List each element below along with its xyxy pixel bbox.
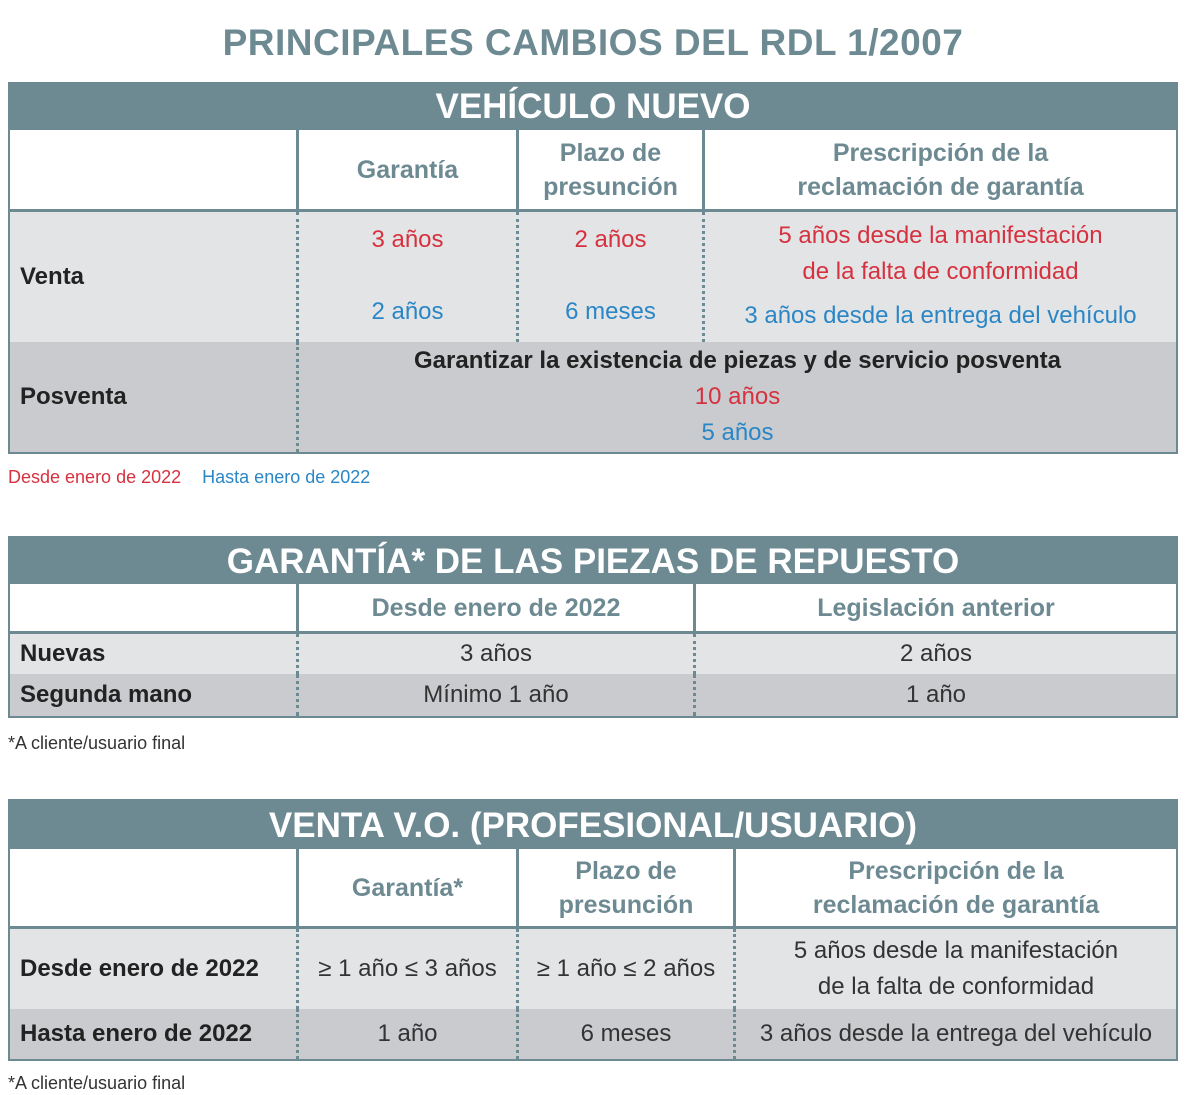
piezas-footnote: *A cliente/usuario final	[8, 733, 186, 753]
vehiculo-nuevo-title: VEHÍCULO NUEVO	[8, 82, 1178, 130]
piezas-segunda-desde: Mínimo 1 año	[296, 674, 693, 716]
posventa-new: 10 años	[694, 383, 781, 410]
venta-vo-footnote: *A cliente/usuario final	[8, 1073, 186, 1093]
venta-garantia-old: 2 años	[371, 298, 444, 325]
header-garantia: Garantía*	[296, 849, 516, 926]
venta-vo-desde-prescripcion-line2: de la falta de conformidad	[817, 973, 1095, 1000]
venta-prescripcion-old: 3 años desde la entrega del vehículo	[744, 302, 1137, 329]
venta-plazo-old: 6 meses	[565, 298, 656, 325]
posventa-label: Posventa	[20, 383, 127, 410]
venta-garantia-new: 3 años	[371, 226, 444, 253]
venta-vo-row-desde	[10, 929, 1176, 1009]
header-desde: Desde enero de 2022	[296, 584, 693, 631]
venta-garantia-cell	[296, 212, 516, 342]
venta-vo-header-row	[10, 849, 1176, 929]
venta-vo-desde-plazo: ≥ 1 año ≤ 2 años	[516, 929, 733, 1009]
venta-vo-desde-garantia: ≥ 1 año ≤ 3 años	[296, 929, 516, 1009]
venta-vo-hasta-garantia: 1 año	[296, 1009, 516, 1059]
empty-header-cell	[10, 584, 296, 631]
piezas-nuevas-desde: 3 años	[296, 634, 693, 674]
legend-new: Desde enero de 2022	[8, 467, 182, 487]
piezas-segunda-anterior: 1 año	[693, 674, 1176, 716]
piezas-table	[8, 536, 1178, 718]
venta-vo-table	[8, 799, 1178, 1061]
posventa-title: Garantizar la existencia de piezas y de servicio posventa	[414, 347, 1061, 374]
venta-vo-desde-prescripcion-line1: 5 años desde la manifestación	[793, 937, 1119, 964]
header-plazo: Plazo de presunción	[516, 130, 702, 209]
venta-row	[10, 212, 1176, 342]
piezas-row-nuevas	[10, 634, 1176, 674]
piezas-header-row	[10, 584, 1176, 634]
piezas-grid	[8, 584, 1178, 718]
venta-plazo-cell	[516, 212, 702, 342]
venta-prescripcion-new-line1: 5 años desde la manifestación	[778, 222, 1103, 249]
posventa-old: 5 años	[701, 419, 774, 446]
header-prescripcion: Prescripción de la reclamación de garantía	[702, 130, 1176, 209]
venta-vo-title: VENTA V.O. (PROFESIONAL/USUARIO)	[8, 799, 1178, 849]
venta-vo-row-hasta	[10, 1009, 1176, 1059]
header-prescripcion: Prescripción de la reclamación de garantía	[733, 849, 1176, 926]
piezas-row-segunda	[10, 674, 1176, 716]
venta-plazo-new: 2 años	[574, 226, 647, 253]
page-title: PRINCIPALES CAMBIOS DEL RDL 1/2007	[222, 22, 964, 63]
vehiculo-nuevo-table	[8, 82, 1178, 454]
piezas-label-nuevas: Nuevas	[20, 640, 106, 667]
venta-prescripcion-new-line2: de la falta de conformidad	[802, 258, 1079, 285]
venta-vo-hasta-prescripcion: 3 años desde la entrega del vehículo	[733, 1009, 1176, 1059]
venta-vo-label-hasta: Hasta enero de 2022	[20, 1020, 253, 1047]
venta-label: Venta	[20, 263, 85, 290]
legend-old: Hasta enero de 2022	[202, 467, 371, 487]
header-garantia: Garantía	[296, 130, 516, 209]
empty-header-cell	[10, 849, 296, 926]
vehiculo-nuevo-grid	[8, 130, 1178, 454]
venta-vo-hasta-plazo: 6 meses	[516, 1009, 733, 1059]
piezas-label-segunda: Segunda mano	[20, 681, 193, 708]
piezas-nuevas-anterior: 2 años	[693, 634, 1176, 674]
piezas-title: GARANTÍA* DE LAS PIEZAS DE REPUESTO	[8, 536, 1178, 584]
vehiculo-nuevo-header-row	[10, 130, 1176, 212]
venta-vo-label-desde: Desde enero de 2022	[20, 955, 259, 982]
venta-vo-grid	[8, 849, 1178, 1061]
venta-prescripcion-cell	[702, 212, 1176, 342]
header-anterior: Legislación anterior	[693, 584, 1176, 631]
posventa-row	[10, 342, 1176, 452]
empty-header-cell	[10, 130, 296, 209]
color-legend	[8, 467, 386, 488]
header-plazo: Plazo de presunción	[516, 849, 733, 926]
posventa-content-cell	[296, 342, 1176, 452]
venta-vo-desde-prescripcion	[733, 929, 1176, 1009]
